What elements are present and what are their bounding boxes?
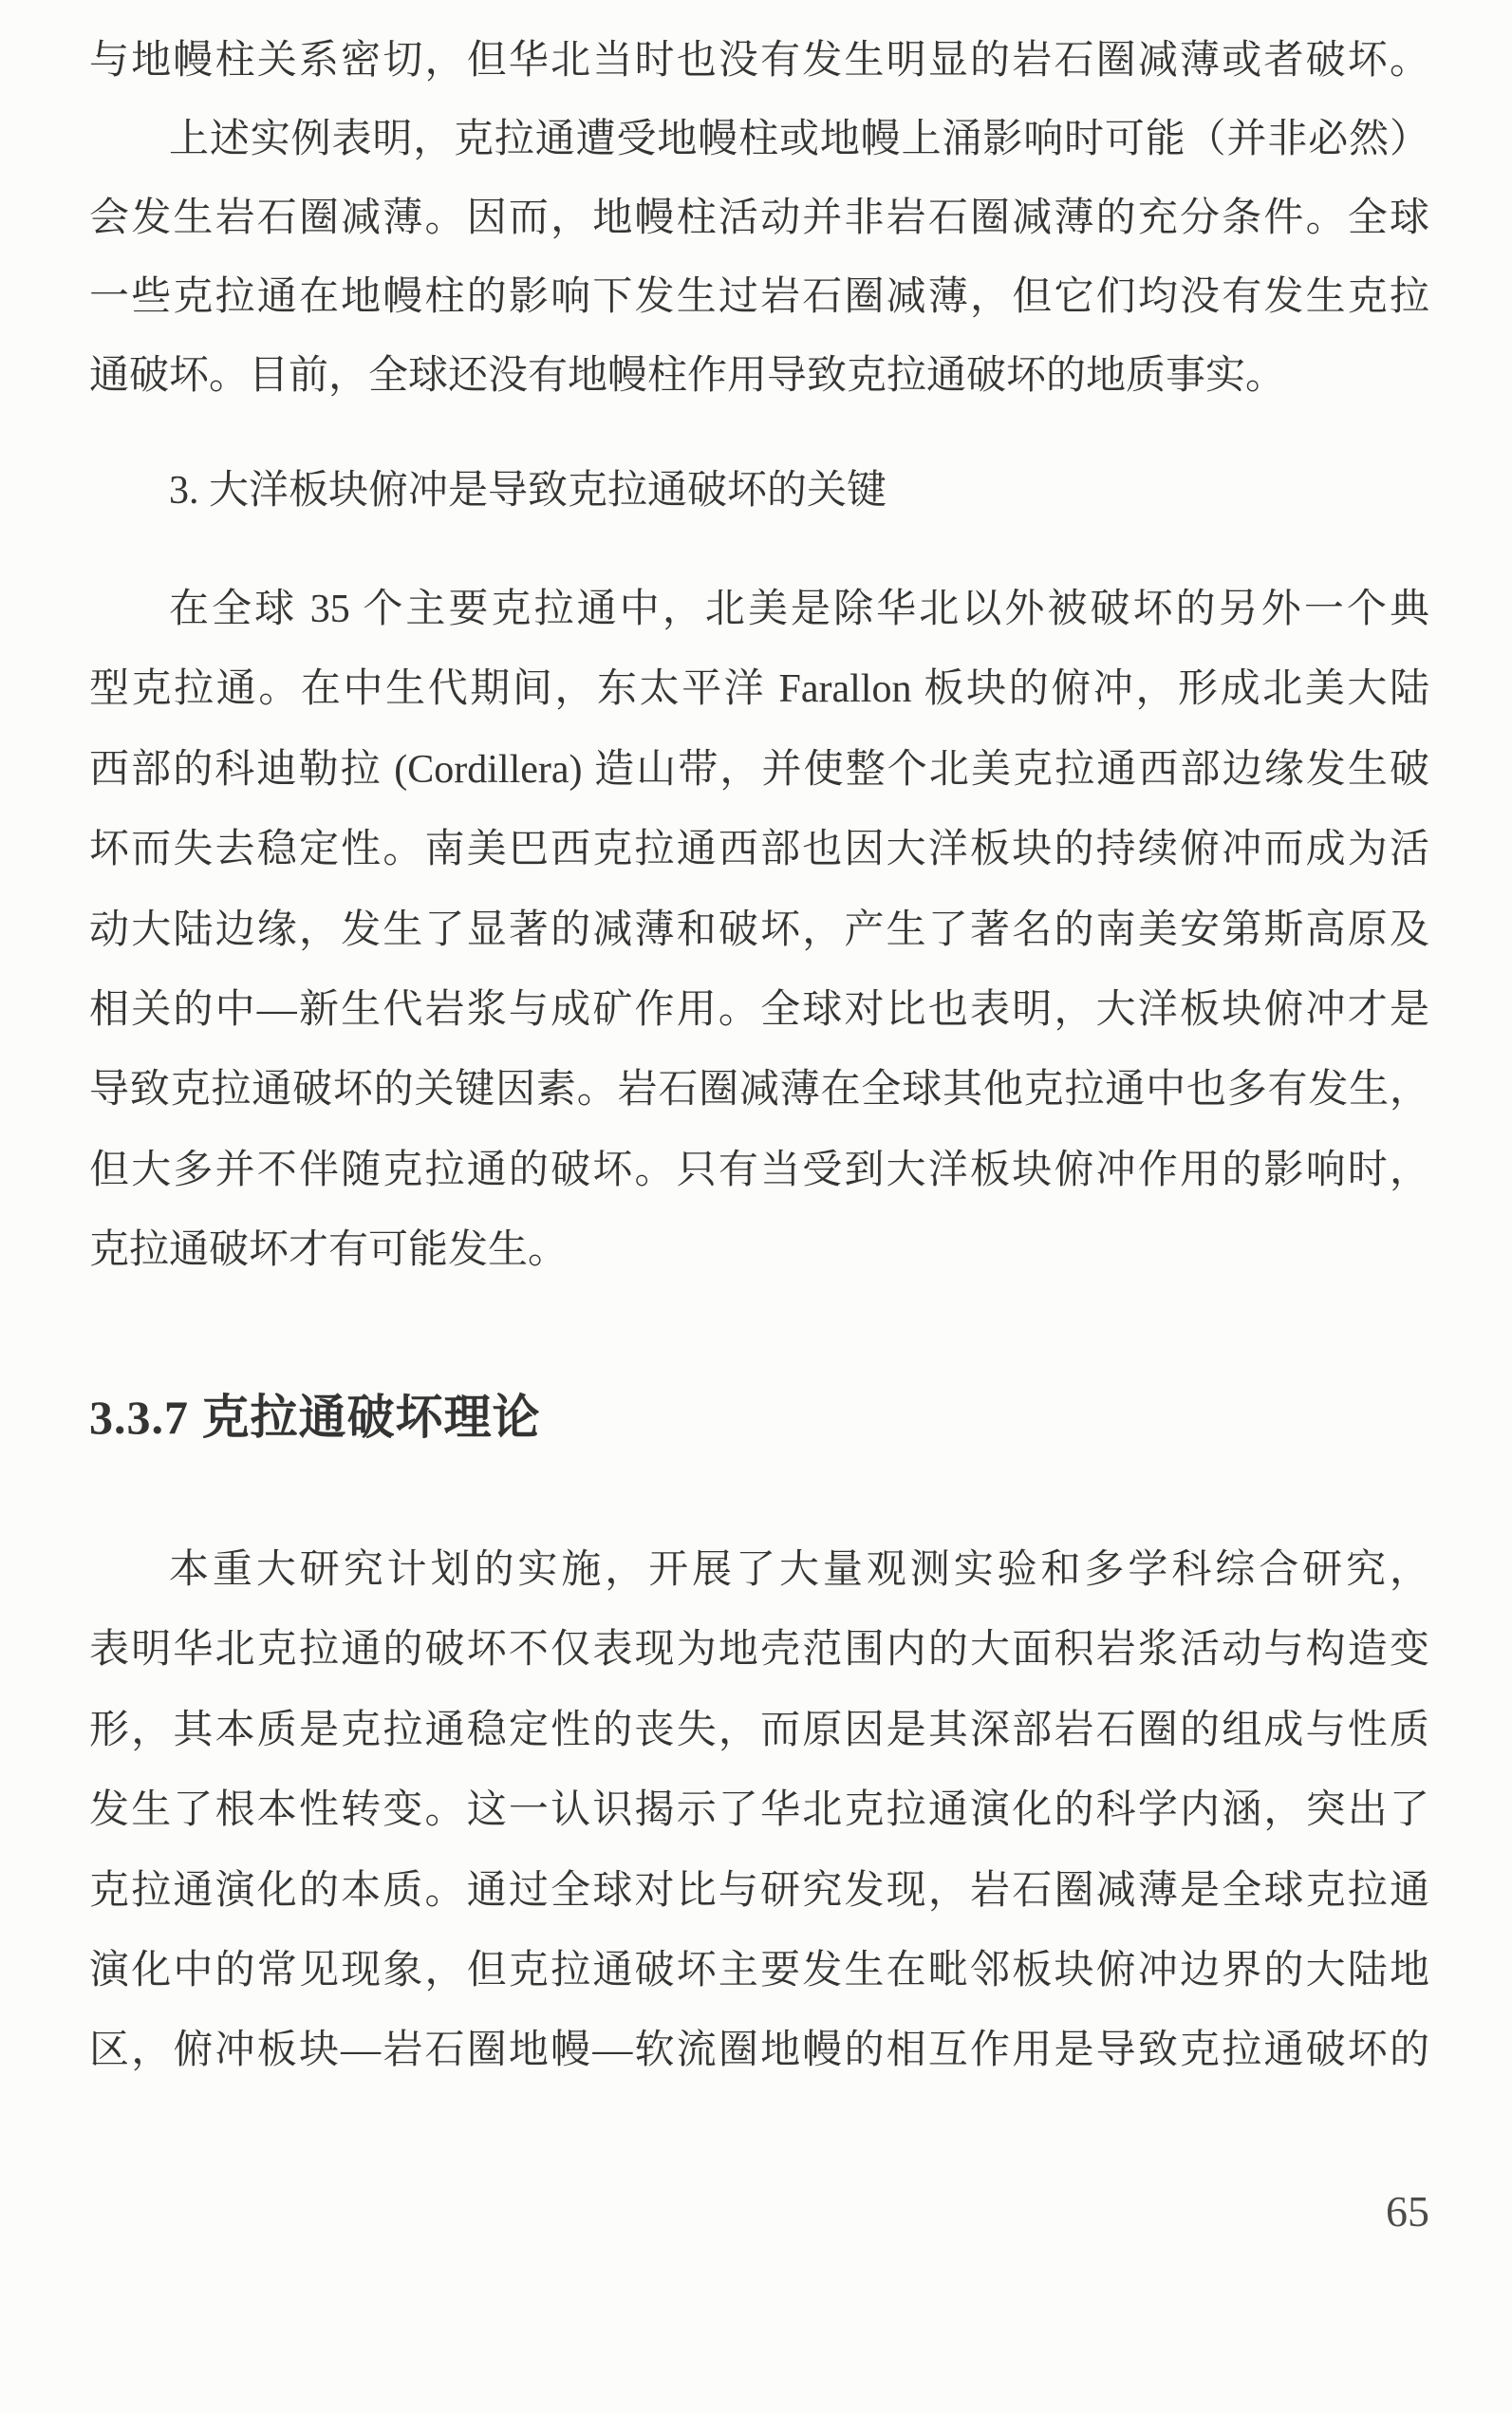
- page-number: 65: [1386, 2187, 1429, 2235]
- paragraph-examples: [89, 101, 1429, 416]
- paragraph-global-cratons: [89, 570, 1429, 1291]
- paragraph-theory: [89, 1530, 1429, 2091]
- text-line: 上述实例表明，克拉通遭受地幔柱或地幔上涌影响时可能（并非必然）: [169, 118, 1429, 161]
- text-line: 型克拉通。在中生代期间，东太平洋 Farallon 板块的俯冲，形成北美大陆: [89, 667, 1429, 712]
- text-line: 一些克拉通在地幔柱的影响下发生过岩石圈减薄，但它们均没有发生克拉: [89, 275, 1429, 319]
- text-line: 与地幔柱关系密切，但华北当时也没有发生明显的岩石圈减薄或者破坏。: [89, 39, 1429, 83]
- text-line: 坏而失去稳定性。南美巴西克拉通西部也因大洋板块的持续俯冲而成为活: [89, 828, 1429, 872]
- text-line: 区，俯冲板块—岩石圈地幔—软流圈地幔的相互作用是导致克拉通破坏的: [89, 2029, 1429, 2073]
- paragraph-continued: [89, 22, 1429, 101]
- text-line: 表明华北克拉通的破坏不仅表现为地壳范围内的大面积岩浆活动与构造变: [89, 1628, 1429, 1673]
- text-line: 形，其本质是克拉通稳定性的丧失，而原因是其深部岩石圈的组成与性质: [89, 1708, 1429, 1752]
- subheading-ocean-plate-subduction: [89, 452, 1429, 531]
- text-line: 通破坏。目前，全球还没有地幔柱作用导致克拉通破坏的地质事实。: [89, 354, 1286, 398]
- text-line: 克拉通演化的本质。通过全球对比与研究发现，岩石圈减薄是全球克拉通: [89, 1868, 1429, 1913]
- text-line: 克拉通破坏才有可能发生。: [89, 1228, 569, 1273]
- subheading-text: 3. 大洋板块俯冲是导致克拉通破坏的关键: [169, 469, 887, 513]
- text-line: 相关的中—新生代岩浆与成矿作用。全球对比也表明，大洋板块俯冲才是: [89, 987, 1429, 1032]
- text-line: 本重大研究计划的实施，开展了大量观测实验和多学科综合研究，: [169, 1548, 1429, 1592]
- text-line: 在全球 35 个主要克拉通中，北美是除华北以外被破坏的另外一个典: [169, 588, 1429, 631]
- text-line: 动大陆边缘，发生了显著的减薄和破坏，产生了著名的南美安第斯高原及: [89, 907, 1429, 952]
- text-line: 演化中的常见现象，但克拉通破坏主要发生在毗邻板块俯冲边界的大陆地: [89, 1948, 1429, 1992]
- section-heading-craton-destruction-theory: [89, 1382, 1429, 1452]
- text-line: 发生了根本性转变。这一认识揭示了华北克拉通演化的科学内涵，突出了: [89, 1788, 1429, 1833]
- text-line: 导致克拉通破坏的关键因素。岩石圈减薄在全球其他克拉通中也多有发生，: [89, 1068, 1429, 1113]
- text-line: 会发生岩石圈减薄。因而，地幔柱活动并非岩石圈减薄的充分条件。全球: [89, 196, 1429, 240]
- section-heading-text: 3.3.7 克拉通破坏理论: [89, 1391, 541, 1444]
- text-line: 但大多并不伴随克拉通的破坏。只有当受到大洋板块俯冲作用的影响时，: [89, 1148, 1429, 1192]
- text-line: 西部的科迪勒拉 (Cordillera) 造山带，并使整个北美克拉通西部边缘发生破: [89, 747, 1429, 792]
